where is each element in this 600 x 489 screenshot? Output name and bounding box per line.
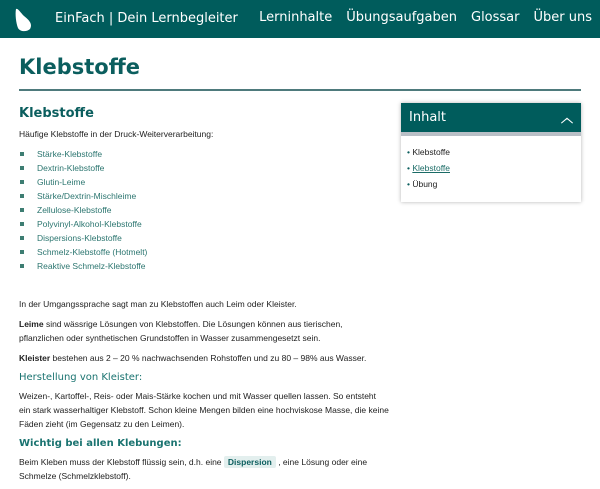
nav-ueber-uns[interactable]: Über uns [533,10,592,25]
list-item: Zellulose-Klebstoffe [19,203,389,217]
nav-uebungsaufgaben[interactable]: Übungsaufgaben [346,10,457,25]
nav-lerninhalte[interactable]: Lerninhalte [259,10,333,25]
bold-term: Kleister [19,353,51,363]
text: bestehen aus 2 – 20 % nachwachsenden Rohstoffen und zu 80 – 98% aus Wasser. [50,353,367,363]
toc-item[interactable] [407,144,575,160]
table-of-contents [401,103,581,202]
toc-label[interactable]: Übung [412,179,438,189]
toc-title: Inhalt [409,110,446,125]
nav-glossar[interactable]: Glossar [471,10,520,25]
list-item: Schmelz-Klebstoffe (Hotmelt) [19,245,389,259]
bold-term: Leime [19,319,44,329]
list-item: Reaktive Schmelz-Klebstoffe [19,259,389,273]
glossary-link-dispersion[interactable]: Dispersion [224,456,276,468]
list-item: Dispersions-Klebstoffe [19,231,389,245]
list-item: Stärke/Dextrin-Mischleime [19,189,389,203]
section-heading: Klebstoffe [19,106,94,121]
brand-title[interactable]: EinFach | Dein Lernbegleiter [55,11,238,26]
top-header [0,0,600,38]
text: , eine Lösung oder eine Schmelze (Schmelzklebstoff). [19,457,368,481]
page-title: Klebstoffe [19,55,140,79]
list-item: Stärke-Klebstoffe [19,147,389,161]
list-item: Polyvinyl-Alkohol-Klebstoffe [19,217,389,231]
toc-header[interactable] [401,103,581,136]
toc-list [401,136,581,200]
paragraph [19,351,389,365]
chevron-up-icon[interactable]: ︿ [560,111,573,125]
adhesive-list [19,147,389,273]
subheading: Wichtig bei allen Klebungen: [19,438,182,449]
main-content [19,107,389,489]
subheading: Herstellung von Kleister: [19,372,143,383]
paragraph: In der Umgangssprache sagt man zu Klebstoffen auch Leim oder Kleister. [19,299,297,309]
toc-item[interactable] [407,160,575,176]
paragraph [19,455,389,483]
list-item: Dextrin-Klebstoffe [19,161,389,175]
toc-label[interactable]: Klebstoffe [412,147,450,157]
paragraph: Weizen-, Kartoffel-, Reis- oder Mais-Stärke kochen und mit Wasser quellen lassen. So entsteht ein stark wasserhaltiger Klebstoff. Schon kleine Mengen bilden eine hochviskose Masse, die keine Fäden zieht (im Gegensatz zu den Leimen). [19,391,389,429]
toc-item[interactable] [407,176,575,192]
list-item: Glutin-Leime [19,175,389,189]
text: sind wässrige Lösungen von Klebstoffen. Die Lösungen können aus tierischen, pflanzlichen oder synthetischen Grundstoffen in Wasser zusammengesetzt sein. [19,319,343,343]
text: Beim Kleben muss der Klebstoff flüssig sein, d.h. eine [19,457,224,467]
main-nav [259,10,592,25]
logo-icon[interactable] [14,8,34,32]
paragraph [19,317,389,345]
title-divider [19,89,581,91]
toc-link[interactable]: Klebstoffe [412,163,450,173]
intro-text: Häufige Klebstoffe in der Druck-Weiterverarbeitung: [19,129,214,139]
